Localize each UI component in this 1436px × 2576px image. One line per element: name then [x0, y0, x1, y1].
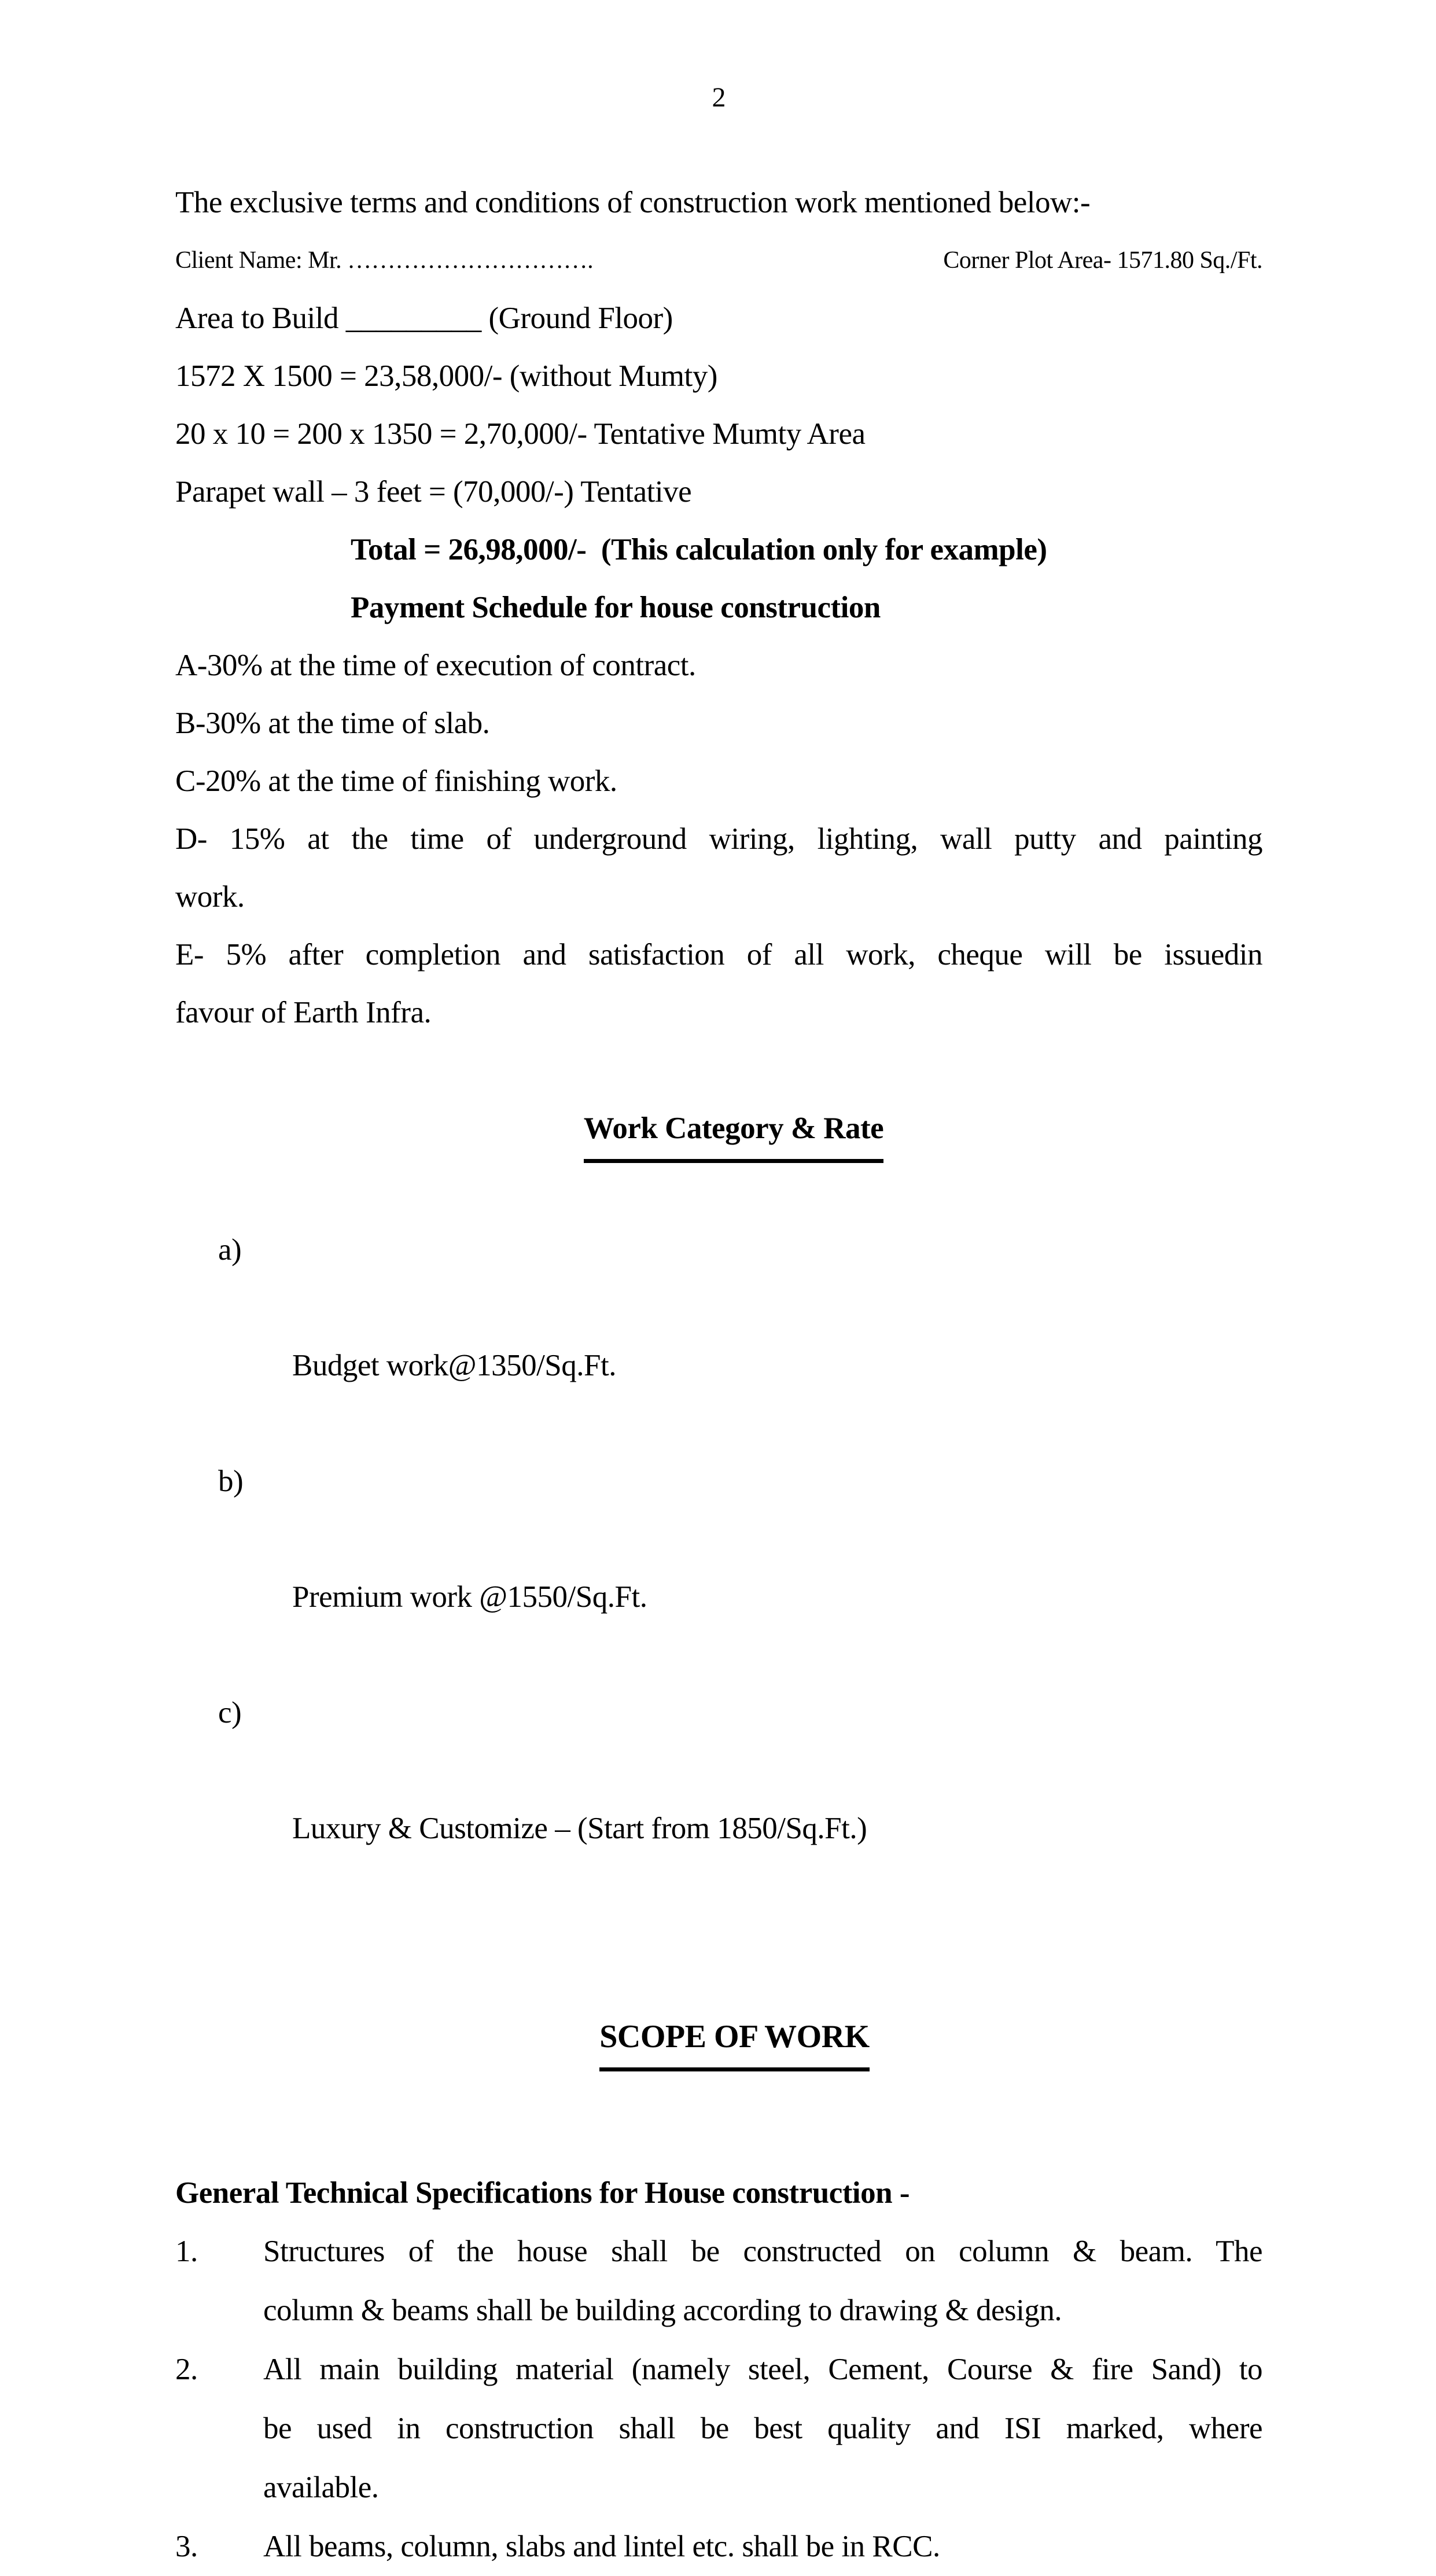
work-category-item-c-text: Luxury & Customize – (Start from 1850/Sq.Ft.) — [292, 1812, 867, 1845]
spec-item-1-number: 1. — [175, 2235, 198, 2268]
payment-item-c: C-20% at the time of finishing work. — [175, 764, 617, 798]
payment-item-e-line1: E- 5% after completion and satisfaction of all work, cheque will be issuedin — [175, 938, 1262, 971]
spec-item-2 — [175, 2340, 1262, 2517]
work-category-item-a-text: Budget work@1350/Sq.Ft. — [292, 1349, 616, 1382]
intro-line: The exclusive terms and conditions of construction work mentioned below:- — [175, 186, 1091, 219]
payment-item-d-line1: D- 15% at the time of underground wiring, lighting, wall putty and painting — [175, 822, 1262, 856]
work-category-item-a — [175, 1221, 1262, 1452]
client-row — [175, 231, 1262, 289]
client-name-label: Client Name: Mr. …………………………. — [175, 247, 594, 274]
spec-item-2-number: 2. — [175, 2353, 198, 2386]
ground-floor-calc-line: 1572 X 1500 = 23,58,000/- (without Mumty) — [175, 359, 717, 393]
work-category-item-b-text: Premium work @1550/Sq.Ft. — [292, 1580, 647, 1614]
work-category-item-b — [175, 1452, 1262, 1684]
mumty-calc-line: 20 x 10 = 200 x 1350 = 2,70,000/- Tentative Mumty Area — [175, 417, 866, 451]
corner-plot-area: Corner Plot Area- 1571.80 Sq./Ft. — [943, 247, 1262, 274]
work-category-item-c-marker: c) — [218, 1696, 242, 1729]
work-category-heading-text: Work Category & Rate — [584, 1099, 883, 1163]
page-number: 2 — [712, 82, 726, 113]
parapet-wall-line: Parapet wall – 3 feet = (70,000/-) Tentative — [175, 475, 692, 509]
work-category-heading — [175, 1042, 1262, 1221]
total-line: Total = 26,98,000/- (This calculation only for example) — [351, 533, 1047, 566]
spec-item-1-line1: Structures of the house shall be constructed on column & beam. The — [263, 2235, 1262, 2268]
spec-item-1 — [175, 2222, 1262, 2340]
spec-item-3-line1: All beams, column, slabs and lintel etc. shall be in RCC. — [263, 2530, 940, 2563]
scope-of-work-heading — [175, 1950, 1262, 2129]
spec-item-2-line3: available. — [263, 2471, 379, 2504]
payment-item-b: B-30% at the time of slab. — [175, 706, 490, 740]
payment-item-d-line2: work. — [175, 880, 245, 914]
payment-item-a: A-30% at the time of execution of contract. — [175, 649, 696, 682]
payment-item-e-line2: favour of Earth Infra. — [175, 996, 432, 1029]
spec-item-3 — [175, 2517, 1262, 2576]
spec-item-2-line1: All main building material (namely steel, Cement, Course & fire Sand) to — [263, 2353, 1262, 2386]
document-page — [0, 80, 1436, 2563]
payment-schedule-heading: Payment Schedule for house construction — [351, 591, 881, 624]
spec-item-1-line2: column & beams shall be building according to drawing & design. — [263, 2294, 1062, 2327]
spec-item-3-number: 3. — [175, 2530, 198, 2563]
scope-of-work-heading-text: SCOPE OF WORK — [599, 2008, 869, 2071]
work-category-item-c — [175, 1684, 1262, 1915]
spec-item-2-line2: be used in construction shall be best quality and ISI marked, where — [263, 2412, 1262, 2445]
work-category-item-b-marker: b) — [218, 1464, 244, 1498]
area-to-build-line: Area to Build _________ (Ground Floor) — [175, 301, 673, 335]
work-category-item-a-marker: a) — [218, 1233, 242, 1267]
spec-heading: General Technical Specifications for House construction - — [175, 2176, 910, 2210]
